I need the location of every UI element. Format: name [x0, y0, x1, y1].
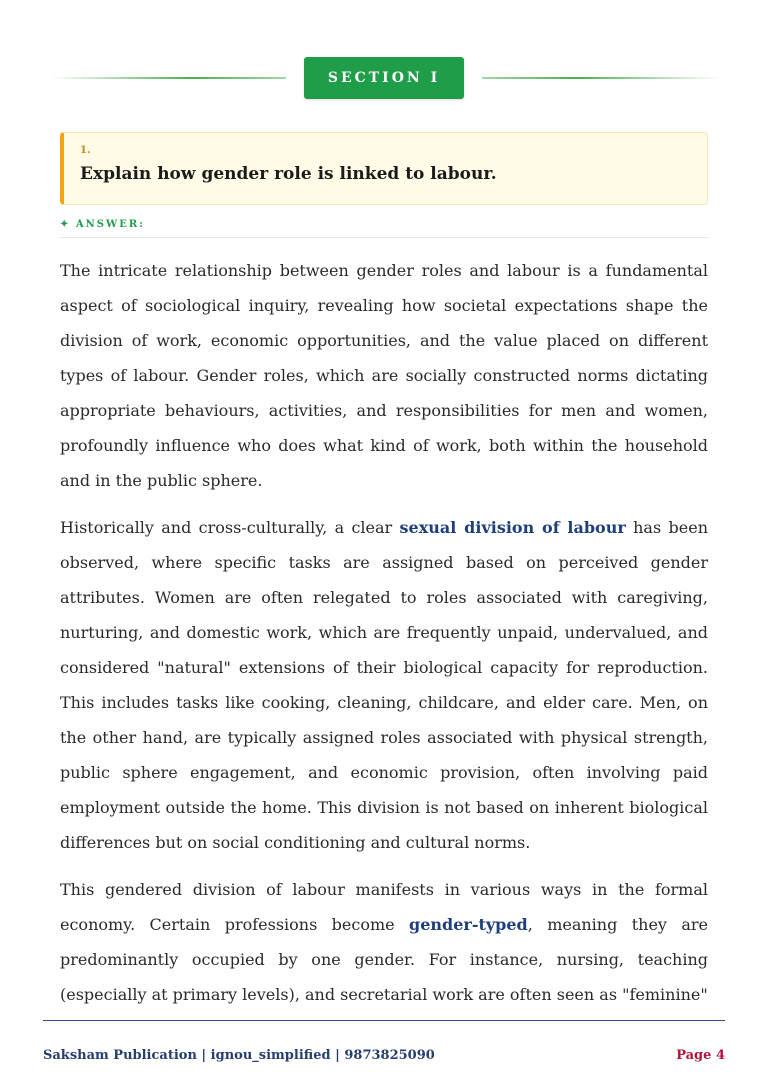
footer-divider [43, 1020, 725, 1021]
section-rule-right [482, 77, 720, 79]
question-number: 1. [80, 145, 91, 156]
paragraph-text: The intricate relationship between gender roles and labour is a fundamental aspect of sociological inquiry, revealing how societal expectations shape the division of work, economic opportunities, and the value placed on different types of labour. Gender roles, which are socially constructed norms dictating appropriate behaviours, activities, and responsibilities for men and women, profoundly influence who does what kind of work, both within the household and in the public sphere. [60, 261, 708, 490]
question-box [60, 132, 708, 205]
paragraph-text: has been observed, where specific tasks are assigned based on perceived gender attributes. Women are often relegated to roles associated with caregiving, nurturing, and domestic work, which are frequently unpaid, undervalued, and considered "natural" extensions of their biological capacity for reproduction. This includes tasks like cooking, cleaning, childcare, and elder care. Men, on the other hand, are typically assigned roles associated with physical strength, public sphere engagement, and economic provision, often involving paid employment outside the home. This division is not based on inherent biological differences but on social conditioning and cultural norms. [60, 518, 708, 852]
answer-label: ✦ ANSWER: [60, 219, 145, 230]
section-header [0, 57, 768, 99]
answer-paragraph [60, 872, 708, 1012]
footer-publisher: Saksham Publication | ignou_simplified | 9873825090 [43, 1048, 435, 1063]
answer-divider [60, 237, 708, 238]
highlighted-term: gender-typed [409, 915, 528, 934]
paragraph-text: This gendered division of labour manifests in various ways in the formal economy. Certain professions become [60, 880, 708, 934]
page-number: Page 4 [676, 1048, 725, 1063]
section-rule-left [50, 77, 286, 79]
question-text: Explain how gender role is linked to labour. [80, 164, 497, 184]
highlighted-term: sexual division of labour [399, 518, 626, 537]
answer-body [60, 253, 708, 1024]
paragraph-text: , meaning they are predominantly occupied by one gender. For instance, nursing, teaching (especially at primary levels), and secretarial work are often seen as "feminine" [60, 915, 709, 1004]
paragraph-text: Historically and cross-culturally, a clear [60, 518, 400, 537]
section-badge: SECTION I [304, 57, 464, 99]
answer-paragraph [60, 253, 708, 498]
answer-paragraph [60, 510, 708, 860]
